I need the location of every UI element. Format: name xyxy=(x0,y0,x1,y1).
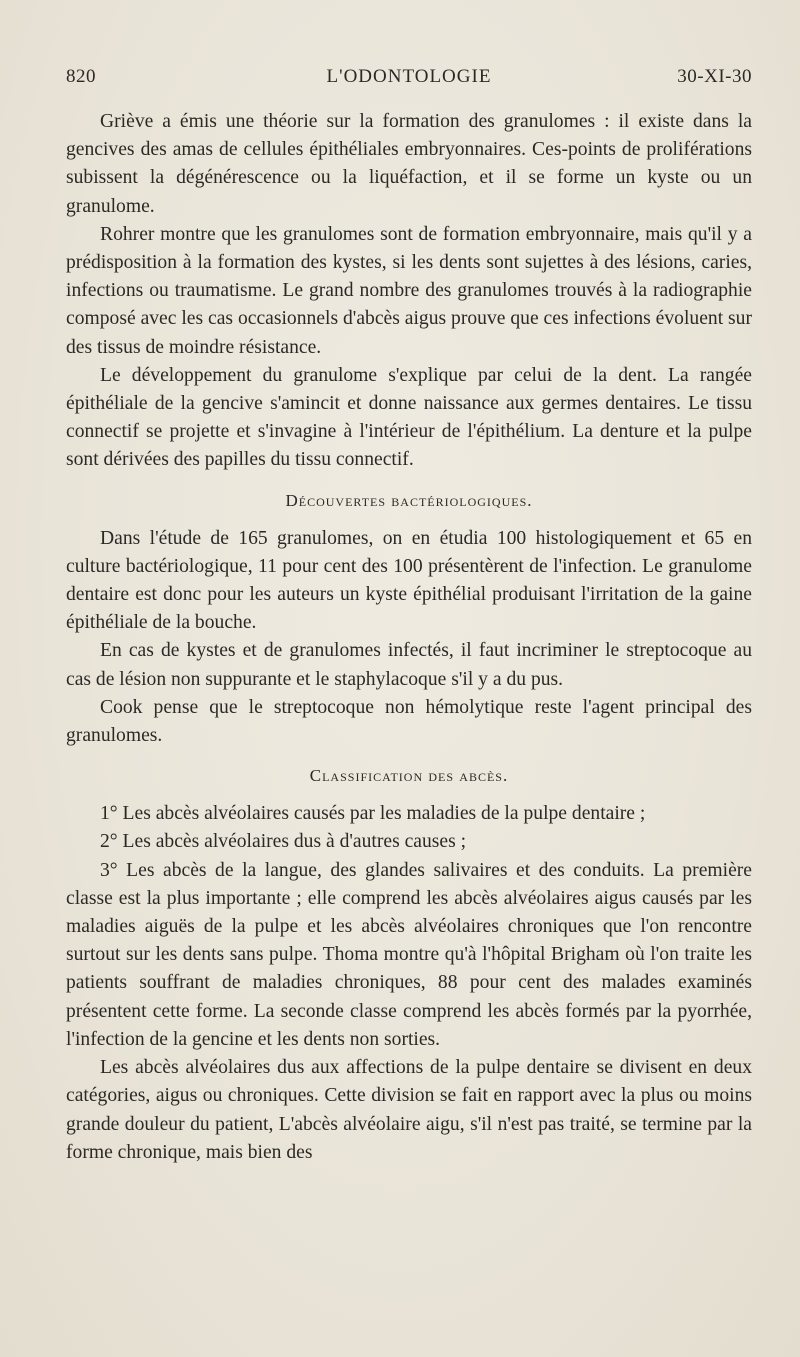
section-heading-decouvertes: Découvertes bactériologiques. xyxy=(285,490,533,510)
paragraph-cook: Cook pense que le streptocoque non hémolytique reste l'agent principal des granulomes. xyxy=(66,696,752,747)
list-item-2: 2° Les abcès alvéolaires dus à d'autres causes ; xyxy=(100,831,467,853)
paragraph-abces-pulpe: Les abcès alvéolaires dus aux affections de la pulpe dentaire se divisent en deux catégories, aigus ou chroniques. Cette division se fait en rapport avec la plus ou moins grande douleur du patient, L'abcès alvéolaire aigu, s'il n'est pas traité, se termine par la forme chronique, mais bien des xyxy=(66,1057,752,1163)
section-heading-classification: Classification des abcès. xyxy=(309,766,509,786)
paragraph-developpement: Le développement du granulome s'explique par celui de la dent. La rangée épithéliale de la gencive s'amincit et donne naissance aux germes dentaires. Le tissu connectif se projette et s'invagine à l'intérieur de l'épithélium. La denture et la pulpe sont dérivées des papilles du tissu connectif. xyxy=(66,364,752,471)
page-number: 820 xyxy=(66,66,96,87)
paragraph-rohrer: Rohrer montre que les granulomes sont de formation embryonnaire, mais qu'il y a prédisposition à la formation des kystes, si les dents sont sujettes à des lésions, caries, infections ou traumatisme. Le grand nombre des granulomes trouvés à la radiographie composé avec les cas occasionnels d'abcès aigus prouve que ces infections évoluent sur des tissus de moindre résistance. xyxy=(66,223,752,358)
list-item-1: 1° Les abcès alvéolaires causés par les maladies de la pulpe dentaire ; xyxy=(100,803,646,825)
body-text xyxy=(66,108,752,1167)
paragraph-etude: Dans l'étude de 165 granulomes, on en étudia 100 histologiquement et 65 en culture bactériologique, 11 pour cent des 100 présentèrent de l'infection. Le granulome dentaire est donc pour les auteurs un kyste épithélial produisant l'irritation de la gaine épithéliale de la bouche. xyxy=(66,527,752,634)
list-item-3: 3° Les abcès de la langue, des glandes salivaires et des conduits. La première classe est la plus importante ; elle comprend les abcès alvéolaires aigus causés par les maladies aiguës de la pulpe et les abcès alvéolaires chroniques que l'on rencontre surtout sur les dents sans pulpe. Thoma montre qu'à l'hôpital Brigham où l'on traite les patients souffrant de maladies chroniques, 88 pour cent des malades examinés présentent cette forme. La seconde classe comprend les abcès formés par la pyorrhée, l'infection de la gencine et les dents non sorties. xyxy=(66,859,752,1050)
paragraph-kystes-infectes: En cas de kystes et de granulomes infectés, il faut incriminer le streptocoque au cas de lésion non suppurante et le staphylacoque s'il y a du pus. xyxy=(66,640,752,690)
issue-date: 30-XI-30 xyxy=(677,66,752,87)
running-header xyxy=(66,66,752,96)
paragraph-grieve: Griève a émis une théorie sur la formation des granulomes : il existe dans la gencives des amas de cellules épithéliales embryonnaires. Ces-points de proliférations subissent la dégénérescence ou la liquéfaction, et il se forme un kyste ou un granulome. xyxy=(66,111,752,217)
journal-title: L'ODONTOLOGIE xyxy=(326,66,492,87)
